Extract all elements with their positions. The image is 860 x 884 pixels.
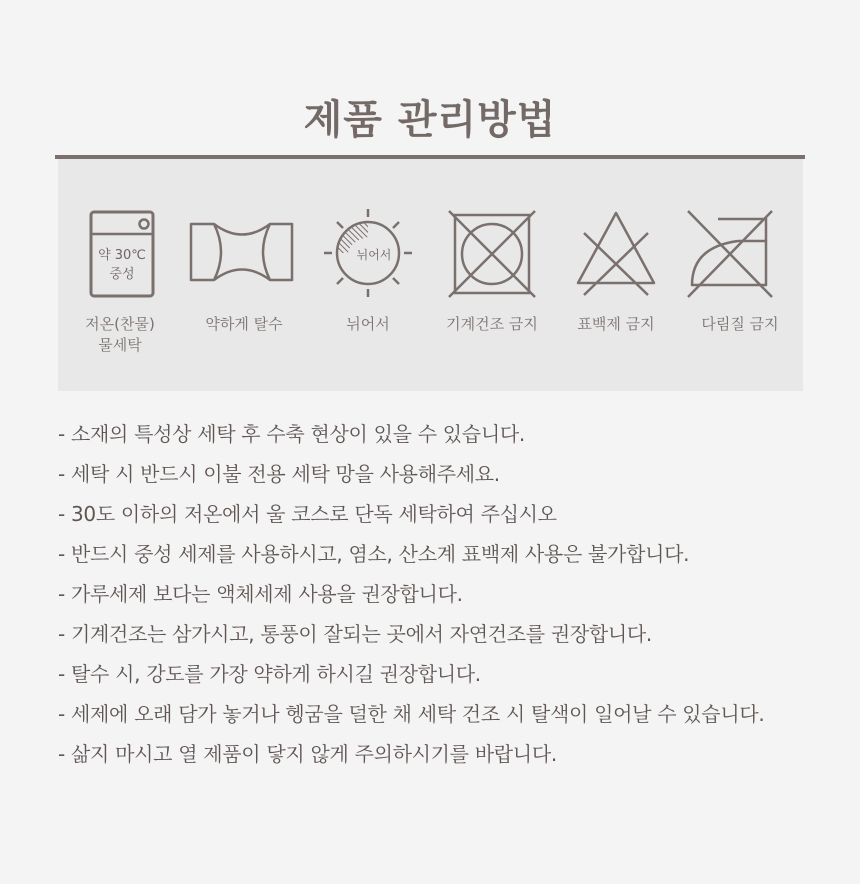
wash-tub-icon	[60, 207, 180, 299]
gentle-wring-icon	[184, 207, 304, 299]
care-note: - 세탁 시 반드시 이불 전용 세탁 망을 사용해주세요.	[58, 462, 500, 486]
care-note: - 30도 이하의 저온에서 울 코스로 단독 세탁하여 주십시오	[58, 502, 557, 526]
wash-temp-text: 약 30℃	[98, 248, 146, 263]
no-iron-label: 다림질 금지	[701, 315, 779, 333]
dry-flat-label: 뉘어서	[346, 315, 390, 333]
no-iron-icon	[680, 207, 800, 299]
care-note: - 세제에 오래 담가 놓거나 헹굼을 덜한 채 세탁 건조 시 탈색이 일어날 수 있습니다.	[58, 702, 765, 726]
page-title: 제품 관리방법	[303, 97, 557, 143]
dry-flat-icon	[308, 207, 428, 299]
wring-label: 약하게 탈수	[205, 315, 283, 333]
no-machine-dry-icon	[432, 207, 552, 299]
care-note: - 반드시 중성 세제를 사용하시고, 염소, 산소계 표백제 사용은 불가합니다.	[58, 542, 690, 566]
care-note: - 가루세제 보다는 액체세제 사용을 권장합니다.	[58, 582, 463, 606]
care-note: - 삶지 마시고 열 제품이 닿지 않게 주의하시기를 바랍니다.	[58, 742, 557, 766]
care-note: - 탈수 시, 강도를 가장 약하게 하시길 권장합니다.	[58, 662, 481, 686]
care-note: - 소재의 특성상 세탁 후 수축 현상이 있을 수 있습니다.	[58, 422, 525, 446]
wash-label: 저온(찬물) 물세탁	[85, 315, 155, 354]
care-note: - 기계건조는 삼가시고, 통풍이 잘되는 곳에서 자연건조를 권장합니다.	[58, 622, 652, 646]
care-symbol-panel	[58, 159, 803, 391]
wash-detergent-text: 중성	[109, 267, 135, 282]
no-bleach-label: 표백제 금지	[577, 315, 655, 333]
care-notes-list	[58, 420, 848, 780]
no-machine-dry-label: 기계건조 금지	[446, 315, 538, 333]
dry-flat-inner-text: 뉘어서	[356, 248, 392, 262]
no-bleach-icon	[556, 207, 676, 299]
